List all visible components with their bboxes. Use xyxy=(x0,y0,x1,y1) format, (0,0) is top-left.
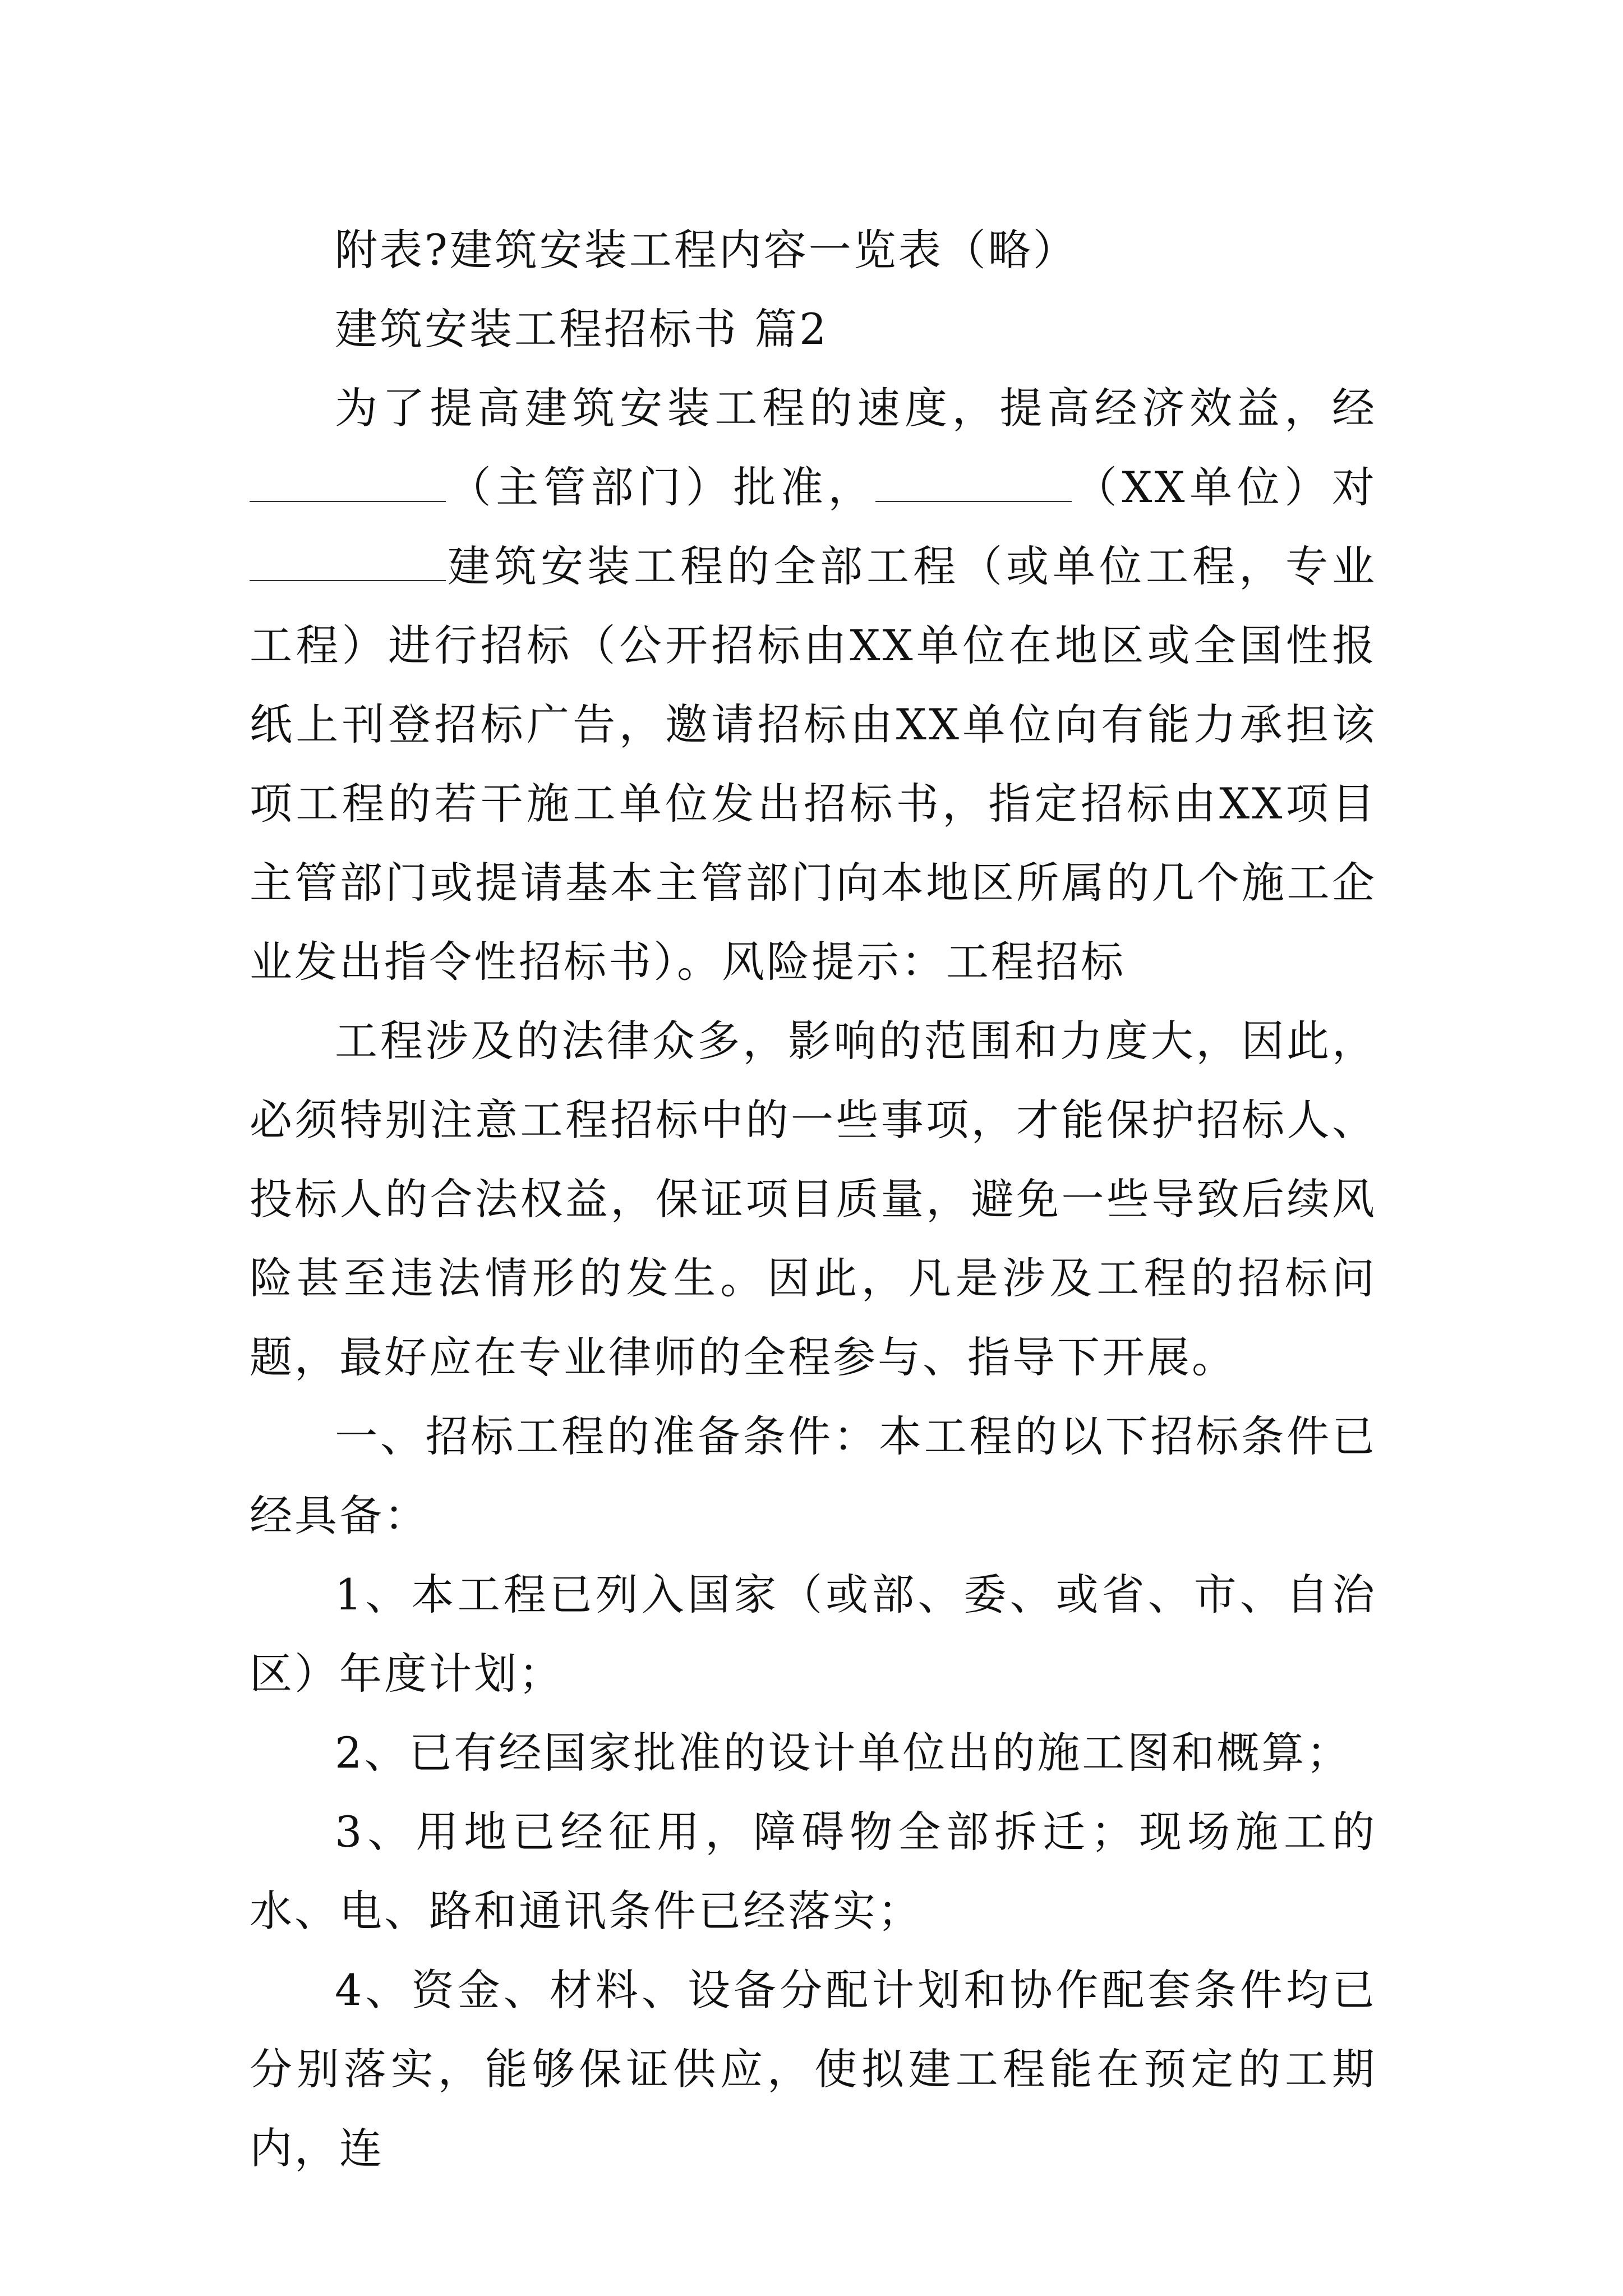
section-heading: 建筑安装工程招标书 篇2 xyxy=(335,304,829,354)
conditions-heading: 一、招标工程的准备条件：本工程的以下招标条件已经具备： xyxy=(250,1411,1377,1540)
blank-field-project xyxy=(250,546,446,581)
condition-item-2: 2、已有经国家批准的设计单位出的施工图和概算； xyxy=(335,1728,1352,1778)
blank-field-unit xyxy=(875,467,1072,502)
condition-item-3: 3、用地已经征用，障碍物全部拆迁；现场施工的水、电、路和通讯条件已经落实； xyxy=(250,1807,1377,1936)
intro-text-3: （XX单位）对 xyxy=(1072,462,1377,512)
condition-item-1: 1、本工程已列入国家（或部、委、或省、市、自治区）年度计划； xyxy=(250,1570,1377,1699)
intro-paragraph xyxy=(250,369,1377,1001)
appendix-line: 附表?建筑安装工程内容一览表（略） xyxy=(335,225,1078,275)
risk-paragraph: 工程涉及的法律众多，影响的范围和力度大，因此，必须特别注意工程招标中的一些事项，才能保护招标人、投标人的合法权益，保证项目质量，避免一些导致后续风险甚至违法情形的发生。因此，凡是涉及工程的招标问题，最好应在专业律师的全程参与、指导下开展。 xyxy=(250,1016,1377,1382)
document-body xyxy=(250,210,1377,2188)
intro-text-2: （主管部门）批准， xyxy=(446,462,876,512)
condition-item-4: 4、资金、材料、设备分配计划和协作配套条件均已分别落实，能够保证供应，使拟建工程能在预定的工期内，连 xyxy=(250,1965,1377,2173)
intro-text-1: 为了提高建筑安装工程的速度，提高经济效益，经 xyxy=(335,383,1377,433)
intro-text-4: 建筑安装工程的全部工程（或单位工程，专业工程）进行招标（公开招标由XX单位在地区或全国性报纸上刊登招标广告，邀请招标由XX单位向有能力承担该项工程的若干施工单位发出招标书，指定招标由XX项目主管部门或提请基本主管部门向本地区所属的几个施工企业发出指令性招标书）。风险提示：工程招标 xyxy=(250,541,1377,987)
blank-field-department xyxy=(250,467,446,502)
